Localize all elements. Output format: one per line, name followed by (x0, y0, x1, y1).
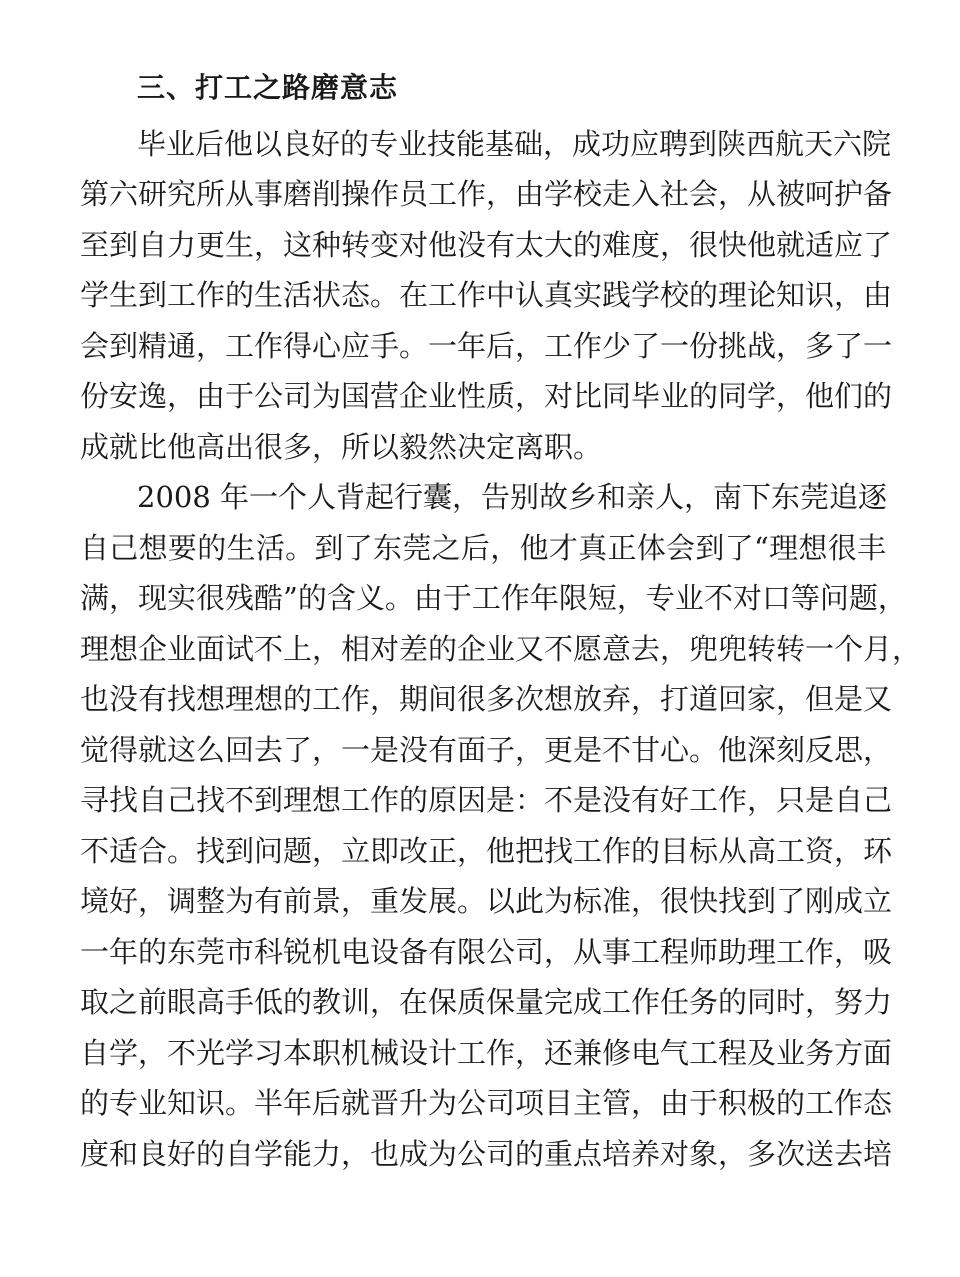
paragraph-line: 的专业知识。半年后就晋升为公司项目主管，由于积极的工作态 (80, 1086, 893, 1120)
paragraph-line: 觉得就这么回去了，一是没有面子，更是不甘心。他深刻反思， (80, 733, 893, 767)
paragraph-line: 至到自力更生，这种转变对他没有太大的难度，很快他就适应了 (80, 228, 893, 262)
paragraph-line: 理想企业面试不上，相对差的企业又不愿意去，兜兜转转一个月， (80, 632, 922, 666)
paragraph-line: 会到精通，工作得心应手。一年后，工作少了一份挑战，多了一 (80, 329, 893, 363)
paragraph-line: 满，现实很残酷”的含义。由于工作年限短，专业不对口等问题， (80, 581, 907, 615)
paragraph-line: 度和良好的自学能力，也成为公司的重点培养对象，多次送去培 (80, 1137, 893, 1171)
paragraph-line: 2008 年一个人背起行囊，告别故乡和亲人，南下东莞追逐 (137, 480, 888, 514)
paragraph-line: 不适合。找到问题，立即改正，他把找工作的目标从高工资，环 (80, 834, 893, 868)
paragraph-line: 寻找自己找不到理想工作的原因是：不是没有好工作，只是自己 (80, 783, 893, 817)
paragraph-line: 取之前眼高手低的教训，在保质保量完成工作任务的同时，努力 (80, 985, 893, 1019)
paragraph-line: 自己想要的生活。到了东莞之后，他才真正体会到了“理想很丰 (80, 531, 886, 565)
paragraph-line: 一年的东莞市科锐机电设备有限公司，从事工程师助理工作，吸 (80, 935, 893, 969)
paragraph-line: 自学，不光学习本职机械设计工作，还兼修电气工程及业务方面 (80, 1036, 893, 1070)
paragraph-line: 学生到工作的生活状态。在工作中认真实践学校的理论知识，由 (80, 278, 893, 312)
paragraph-line: 份安逸，由于公司为国营企业性质，对比同毕业的同学，他们的 (80, 379, 893, 413)
paragraph-line: 成就比他高出很多，所以毅然决定离职。 (80, 430, 603, 464)
section-heading: 三、打工之路磨意志 (137, 71, 399, 104)
paragraph-line: 第六研究所从事磨削操作员工作，由学校走入社会，从被呵护备 (80, 177, 893, 211)
paragraph-line: 毕业后他以良好的专业技能基础，成功应聘到陕西航天六院 (137, 127, 892, 161)
paragraph-line: 也没有找想理想的工作，期间很多次想放弃，打道回家，但是又 (80, 682, 893, 716)
paragraph-line: 境好，调整为有前景，重发展。以此为标准，很快找到了刚成立 (80, 884, 893, 918)
